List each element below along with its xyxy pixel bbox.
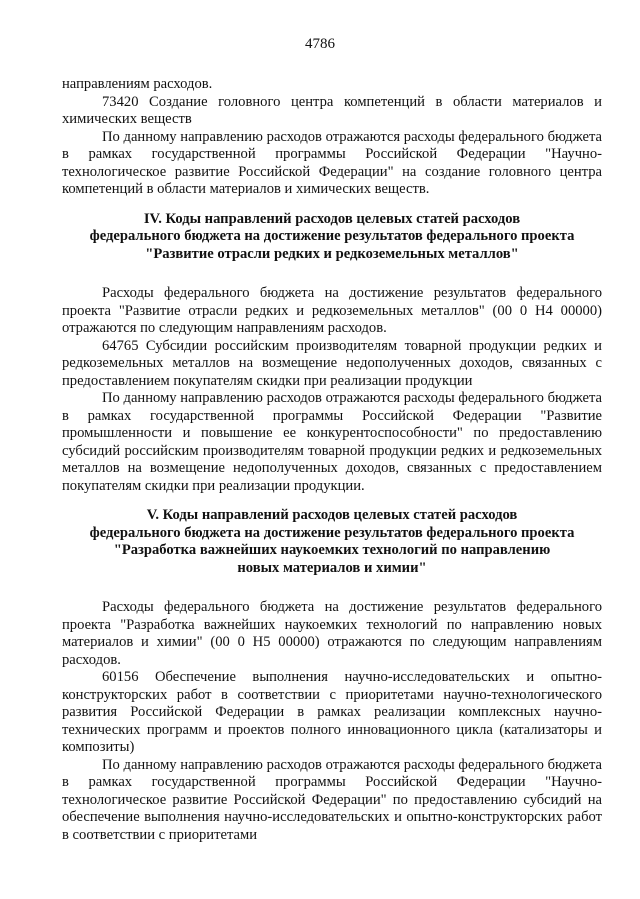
section-heading-line: "Развитие отрасли редких и редкоземельных металлов" <box>145 245 519 262</box>
section-heading-line: V. Коды направлений расходов целевых статей расходов <box>146 507 518 523</box>
paragraph: 64765 Субсидии российским производителям товарной продукции редких и редкоземельных металлов на возмещение недополученных доходов, связанных с предоставлением покупателям скидки при реализации продукции <box>62 337 602 389</box>
section-heading-line: федерального бюджета на достижение результатов федерального проекта <box>89 524 575 541</box>
paragraph: 60156 Обеспечение выполнения научно-исследовательских и опытно-конструкторских работ в соответствии с приоритетами научно-технологического развития Российской Федерации в рамках реализации комплексных научно-технических программ и проектов полного инновационного цикла (катализаторы и композиты) <box>62 669 602 755</box>
section-heading <box>62 211 602 264</box>
section-heading <box>62 507 602 577</box>
paragraph: направлениям расходов. <box>62 76 213 92</box>
document-body <box>62 76 602 844</box>
paragraph: 73420 Создание головного центра компетенций в области материалов и химических веществ <box>62 93 602 127</box>
paragraph: По данному направлению расходов отражаются расходы федерального бюджета в рамках государственной программы Российской Федерации "Научно-технологическое развитие Российской Федерации" на создание головного центра компетенций в области материалов и химических веществ. <box>62 128 602 197</box>
paragraph: Расходы федерального бюджета на достижение результатов федерального проекта "Развитие отрасли редких и редкоземельных металлов" (00 0 Н4 00000) отражаются по следующим направлениям расходов. <box>62 285 602 336</box>
section-heading-line: "Разработка важнейших наукоемких технологий по направлению <box>113 542 551 558</box>
paragraph: По данному направлению расходов отражаются расходы федерального бюджета в рамках государственной программы Российской Федерации "Научно-технологическое развитие Российской Федерации" по предоставлению субсидий на обеспечение выполнения научно-исследовательских и опытно-конструкторских работ в соответствии с приоритетами <box>62 756 602 843</box>
section-heading-line: новых материалов и химии" <box>237 559 427 576</box>
page-number: 4786 <box>305 36 335 52</box>
section-heading-line: IV. Коды направлений расходов целевых статей расходов <box>143 210 521 227</box>
section-heading-line: федерального бюджета на достижение результатов федерального проекта <box>89 228 575 244</box>
paragraph: По данному направлению расходов отражаются расходы федерального бюджета в рамках государственной программы Российской Федерации "Развитие промышленности и повышение ее конкурентоспособности" по предоставлению субсидий российским производителям товарной продукции редких и редкоземельных металлов на возмещение недополученных доходов, связанных с предоставлением покупателям скидки при реализации продукции. <box>62 390 602 494</box>
paragraph: Расходы федерального бюджета на достижение результатов федерального проекта "Разработка важнейших наукоемких технологий по направлению новых материалов и химии" (00 0 Н5 00000) отражаются по следующим направлениям расходов. <box>62 599 602 668</box>
